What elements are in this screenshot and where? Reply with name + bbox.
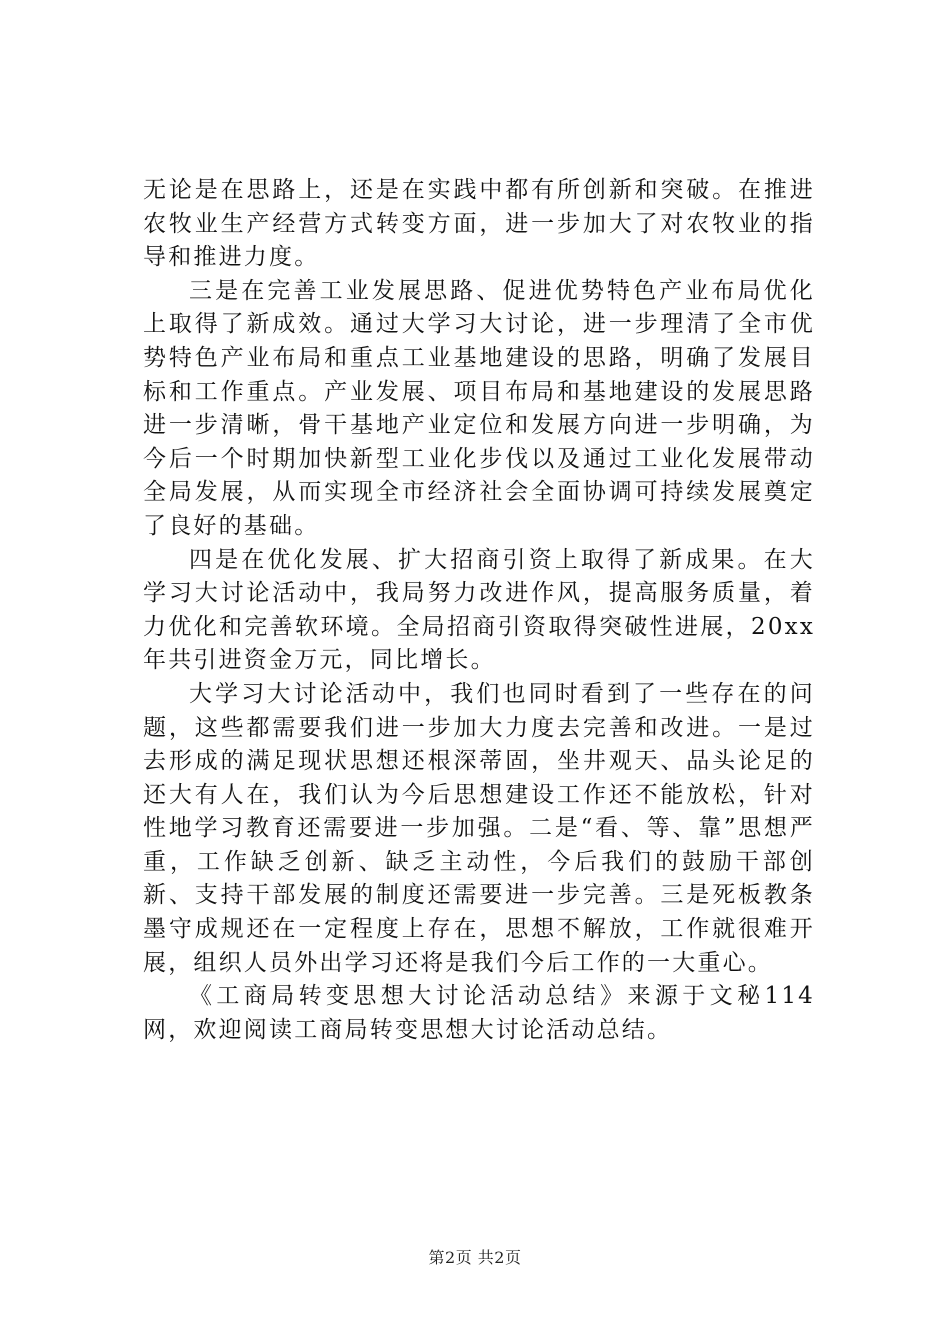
paragraph-source-note: 《工商局转变思想大讨论活动总结》来源于文秘114网，欢迎阅读工商局转变思想大讨论活动总结。 [143, 983, 815, 1043]
page-number-footer: 第2页 共2页 [428, 1248, 522, 1267]
paragraph-investment: 四是在优化发展、扩大招商引资上取得了新成果。在大学习大讨论活动中，我局努力改进作风，提高服务质量，着力优化和完善软环境。全局招商引资取得突破性进展，20xx年共引进资金万元，同比增长。 [143, 546, 815, 674]
document-body [143, 174, 815, 1047]
paragraph-industry: 三是在完善工业发展思路、促进优势特色产业布局优化上取得了新成效。通过大学习大讨论，进一步理清了全市优势特色产业布局和重点工业基地建设的思路，明确了发展目标和工作重点。产业发展、项目布局和基地建设的发展思路进一步清晰，骨干基地产业定位和发展方向进一步明确，为今后一个时期加快新型工业化步伐以及通过工业化发展带动全局发展，从而实现全市经济社会全面协调可持续发展奠定了良好的基础。 [143, 277, 815, 539]
paragraph-continuation: 无论是在思路上，还是在实践中都有所创新和突破。在推进农牧业生产经营方式转变方面，进一步加大了对农牧业的指导和推进力度。 [143, 177, 815, 271]
paragraph-problems: 大学习大讨论活动中，我们也同时看到了一些存在的问题，这些都需要我们进一步加大力度去完善和改进。一是过去形成的满足现状思想还根深蒂固，坐井观天、品头论足的还大有人在，我们认为今后思想建设工作还不能放松，针对性地学习教育还需要进一步加强。二是“看、等、靠”思想严重，工作缺乏创新、缺乏主动性，今后我们的鼓励干部创新、支持干部发展的制度还需要进一步完善。三是死板教条墨守成规还在一定程度上存在，思想不解放，工作就很难开展，组织人员外出学习还将是我们今后工作的一大重心。 [143, 680, 815, 976]
